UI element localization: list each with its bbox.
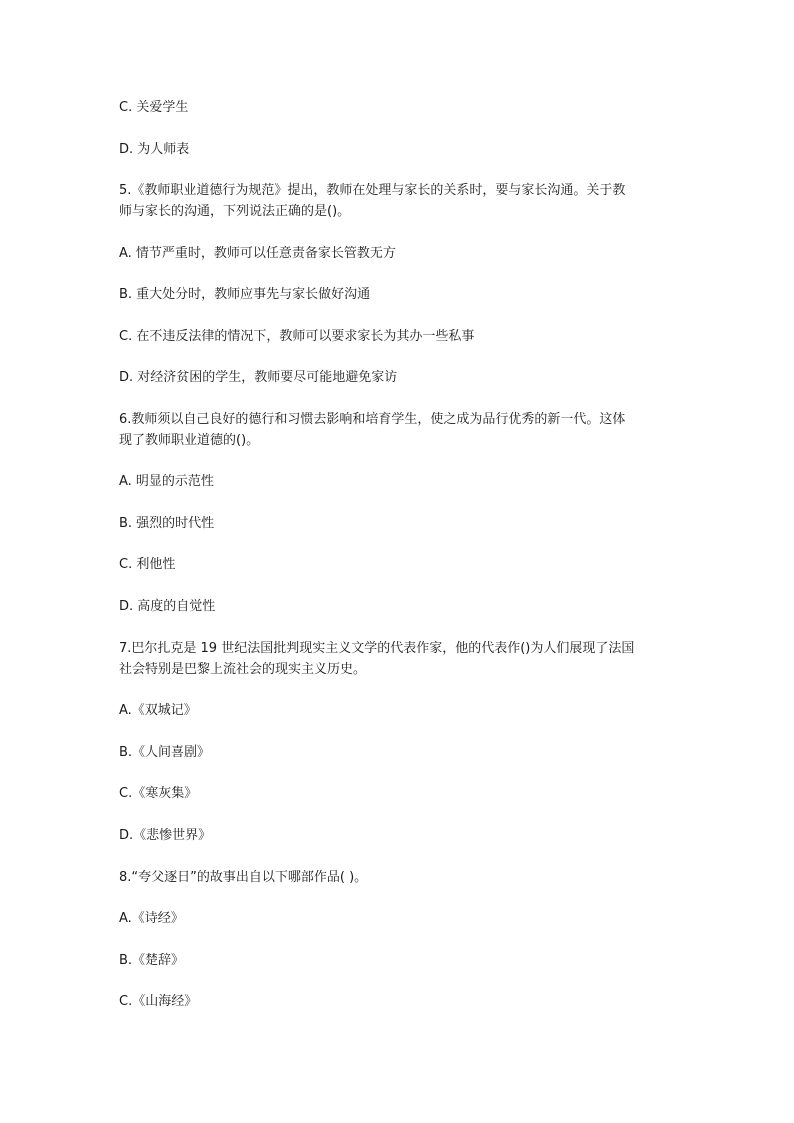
q7-option-c: C.《寒灰集》 bbox=[119, 786, 198, 801]
q7-option-a: A.《双城记》 bbox=[119, 703, 197, 718]
q8-option-c: C.《山海经》 bbox=[119, 994, 198, 1009]
question-8 bbox=[119, 867, 679, 888]
q5-option-a: A. 情节严重时，教师可以任意责备家长管教无方 bbox=[119, 246, 396, 261]
q6-option-b: B. 强烈的时代性 bbox=[119, 516, 215, 531]
q6-option-c: C. 利他性 bbox=[119, 557, 176, 572]
question-6-line-1: 6.教师须以自己良好的德行和习惯去影响和培育学生，使之成为品行优秀的新一代。这体 bbox=[119, 412, 626, 427]
question-6-line-2: 现了教师职业道德的()。 bbox=[119, 433, 260, 448]
question-7 bbox=[119, 638, 679, 680]
q8-option-a: A.《诗经》 bbox=[119, 911, 184, 926]
question-5-line-2: 师与家长的沟通，下列说法正确的是()。 bbox=[119, 204, 351, 219]
option-c-care-students: C. 关爱学生 bbox=[119, 100, 189, 115]
option-d-role-model: D. 为人师表 bbox=[119, 142, 190, 157]
question-7-line-2: 社会特别是巴黎上流社会的现实主义历史。 bbox=[119, 662, 367, 677]
q5-option-b: B. 重大处分时，教师应事先与家长做好沟通 bbox=[119, 287, 371, 302]
question-8-line-1: 8.“夸父逐日”的故事出自以下哪部作品( )。 bbox=[119, 870, 368, 885]
q7-option-b: B.《人间喜剧》 bbox=[119, 745, 211, 760]
question-7-line-1: 7.巴尔扎克是 19 世纪法国批判现实主义文学的代表作家，他的代表作()为人们展现了法国 bbox=[119, 641, 635, 656]
q7-option-d: D.《悲惨世界》 bbox=[119, 828, 212, 843]
q5-option-d: D. 对经济贫困的学生，教师要尽可能地避免家访 bbox=[119, 370, 398, 385]
q6-option-a: A. 明显的示范性 bbox=[119, 474, 214, 489]
q5-option-c: C. 在不违反法律的情况下，教师可以要求家长为其办一些私事 bbox=[119, 329, 475, 344]
q8-option-b: B.《楚辞》 bbox=[119, 953, 185, 968]
q6-option-d: D. 高度的自觉性 bbox=[119, 599, 216, 614]
question-6 bbox=[119, 409, 679, 451]
question-5-line-1: 5.《教师职业道德行为规范》提出，教师在处理与家长的关系时，要与家长沟通。关于教 bbox=[119, 183, 626, 198]
question-5 bbox=[119, 180, 679, 222]
